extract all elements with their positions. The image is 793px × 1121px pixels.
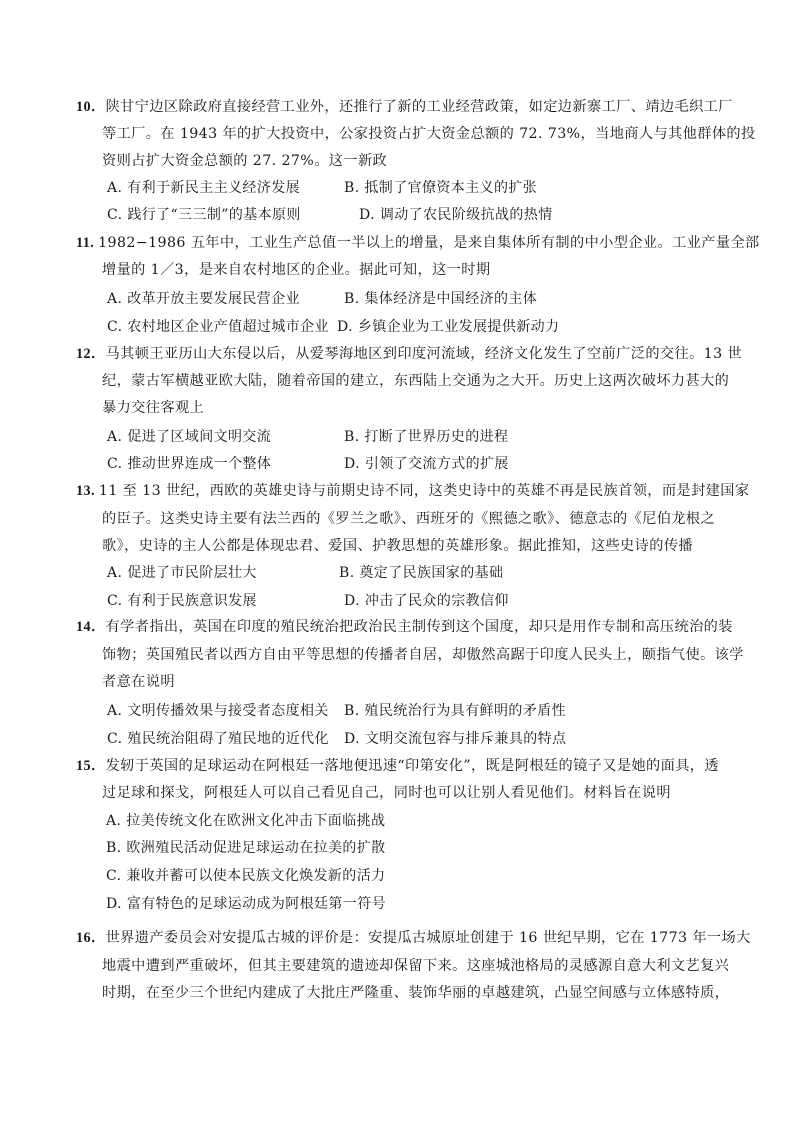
option-14-b: B. 殖民统治行为具有鲜明的矛盾性 [344,703,566,719]
question-16-line-3: 时期，在至少三个世纪内建成了大批庄严隆重、装饰华丽的卓越建筑，凸显空间感与立体感特质， [102,985,730,1001]
question-14-line-1: 14．有学者指出，英国在印度的殖民统治把政治民主制传到这个国度，却只是用作专制和高压统治的装 [76,619,733,635]
option-13-b: B. 奠定了民族国家的基础 [339,565,504,581]
question-15-line-2: 过足球和探戈，阿根廷人可以自己看见自己，同时也可以让别人看见他们。材料旨在说明 [102,785,671,801]
question-10-line-2: 等工厂。在 1943 年的扩大投资中，公家投资占扩大资金总额的 72. 73%，当地商人与其他群体的投 [102,126,756,142]
question-number: 12． [76,346,106,362]
option-14-a: A. 文明传播效果与接受者态度相关 [107,703,329,719]
question-number: 11. [76,235,99,251]
option-10-b: B. 抵制了官僚资本主义的扩张 [344,180,538,196]
question-11-line-2: 增量的 1／3，是来自农村地区的企业。据此可知，这一时期 [102,262,491,278]
question-14-line-2: 饰物；英国殖民者以西方自由平等思想的传播者自居，却傲然高踞于印度人民头上，颐指气使。该学 [102,647,744,663]
option-15-d: D. 富有特色的足球运动成为阿根廷第一符号 [106,896,387,912]
question-15-line-1: 15．发轫于英国的足球运动在阿根廷一落地便迅速“印第安化”，既是阿根廷的镜子又是她的面具，透 [76,758,719,774]
option-11-a: A. 改革开放主要发展民营企业 [107,291,301,307]
option-10-c: C. 践行了“三三制”的基本原则 [107,207,301,223]
question-number: 14． [76,619,106,635]
question-12-line-1: 12．马其顿王亚历山大东侵以后，从爱琴海地区到印度河流域，经济文化发生了空前广泛的交往。13 世 [76,346,743,362]
option-12-a: A. 促进了区域间文明交流 [107,429,272,445]
question-13-line-1: 13. 11 至 13 世纪，西欧的英雄史诗与前期史诗不同，这类史诗中的英雄不再是民族首领，而是封建国家 [76,483,750,499]
question-12-line-2: 纪，蒙古军横越亚欧大陆，随着帝国的建立，东西陆上交通为之大开。历史上这两次破坏力甚大的 [102,373,730,389]
question-11-line-1: 11. 1982−1986 五年中，工业生产总值一半以上的增量，是来自集体所有制的中小型企业。工业产量全部 [76,235,760,251]
question-10-line-1: 10．陕甘宁边区除政府直接经营工业外，还推行了新的工业经营政策，如定边新寨工厂、靖边毛织工厂 [76,99,733,115]
option-15-a: A. 拉美传统文化在欧洲文化冲击下面临挑战 [106,813,386,829]
question-16-line-2: 地震中遭到严重破坏，但其主要建筑的遗迹却保留下来。这座城池格局的灵感源自意大利文艺复兴 [102,958,730,974]
question-13-line-3: 歌》，史诗的主人公都是体现忠君、爱国、护教思想的英雄形象。据此推知，这些史诗的传播 [102,538,693,554]
question-12-line-3: 暴力交往客观上 [102,400,205,416]
option-14-c: C. 殖民统治阻碍了殖民地的近代化 [107,731,329,747]
question-number: 13. [76,483,99,499]
option-13-c: C. 有利于民族意识发展 [107,593,257,609]
question-13-line-2: 的臣子。这类史诗主要有法兰西的《罗兰之歌》、西班牙的《熙德之歌》、德意志的《尼伯龙根之 [102,511,716,527]
option-13-a: A. 促进了市民阶层壮大 [107,565,257,581]
option-12-c: C. 推动世界连成一个整体 [107,456,272,472]
question-16-line-1: 16．世界遗产委员会对安提瓜古城的评价是：安提瓜古城原址创建于 16 世纪早期，它在 1773 年一场大 [76,930,751,946]
option-10-d: D. 调动了农民阶级抗战的热情 [359,207,553,223]
option-15-b: B. 欧洲殖民活动促进足球运动在拉美的扩散 [106,840,386,856]
option-14-d: D. 文明交流包容与排斥兼具的特点 [344,731,567,747]
option-10-a: A. 有利于新民主主义经济发展 [107,180,301,196]
question-number: 10． [76,99,106,115]
question-number: 16． [76,930,106,946]
option-11-c: C. 农村地区企业产值超过城市企业 [107,319,329,335]
option-13-d: D. 冲击了民众的宗教信仰 [344,593,509,609]
option-15-c: C. 兼收并蓄可以使本民族文化焕发新的活力 [106,868,386,884]
option-12-b: B. 打断了世界历史的进程 [344,429,509,445]
question-14-line-3: 者意在说明 [102,674,175,690]
option-12-d: D. 引领了交流方式的扩展 [344,456,509,472]
question-number: 15． [76,758,106,774]
question-10-line-3: 资则占扩大资金总额的 27. 27%。这一新政 [102,153,388,169]
option-11-d: D. 乡镇企业为工业发展提供新动力 [337,319,560,335]
option-11-b: B. 集体经济是中国经济的主体 [344,291,538,307]
